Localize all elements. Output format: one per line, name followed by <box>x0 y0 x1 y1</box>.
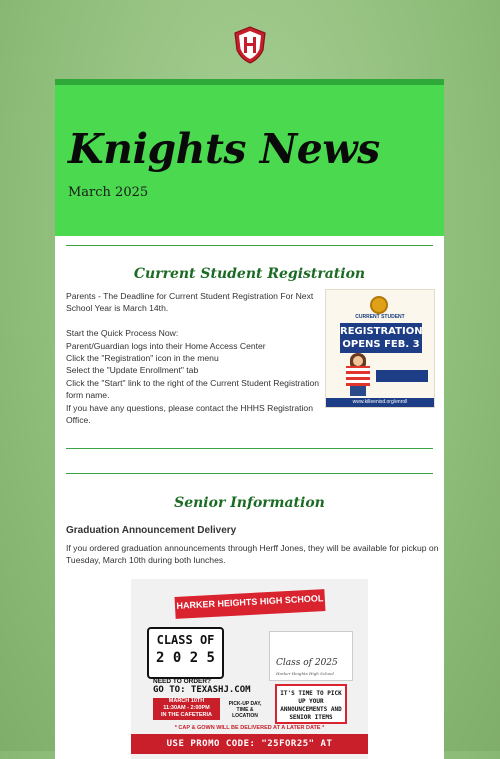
promo-text: USE PROMO CODE: "25FOR25" AT <box>166 739 333 749</box>
newsletter-card <box>55 79 444 759</box>
text-line: Parent/Guardian logs into their Home Access Center <box>66 340 266 351</box>
date-line: IN THE CAFETERIA <box>160 712 213 718</box>
newsletter-title: Knights News <box>68 125 380 173</box>
knight-shield-icon <box>233 26 267 64</box>
date-line: MARCH 10TH <box>168 698 205 704</box>
school-seal-icon <box>370 296 388 314</box>
class-of-label: CLASS OF <box>156 633 215 647</box>
flyer-info-box <box>376 370 428 382</box>
order-site: GO TO: TEXASHJ.COM <box>153 685 251 695</box>
flyer-label: CURRENT STUDENT <box>355 314 405 320</box>
cap-gown-note: * CAP & GOWN WILL BE DELIVERED AT A LATER DATE * <box>174 725 325 731</box>
pickup-notice: IT'S TIME TO PICK UP YOUR ANNOUNCEMENTS AND SENIOR ITEMS <box>275 684 347 724</box>
text-line: If you have any questions, please contact the HHHS Registration <box>66 402 313 413</box>
date-line: 11:30AM - 2:00PM <box>163 705 210 711</box>
text-line: Start the Quick Process Now: <box>66 328 179 339</box>
section-divider <box>66 245 433 246</box>
text-line: Tuesday, March 10th during both lunches. <box>66 555 226 566</box>
newsletter-date: March 2025 <box>68 185 149 200</box>
senior-text <box>66 542 438 567</box>
graduation-flyer-image[interactable] <box>131 579 368 759</box>
graduation-subheading: Graduation Announcement Delivery <box>66 525 237 536</box>
student-face <box>353 356 363 366</box>
pickup-label: PICK-UP DAY, TIME & LOCATION <box>228 701 262 719</box>
flyer-headline <box>340 323 422 353</box>
announcement-photo <box>269 631 353 681</box>
flyer-url: www.killeenisd.org/enroll <box>326 398 434 407</box>
text-line: Click the "Registration" icon in the menu <box>66 353 219 364</box>
section-divider <box>66 473 433 474</box>
text-line <box>66 315 319 327</box>
section-divider <box>66 448 433 449</box>
text-line: School Year is March 14th. <box>66 303 169 314</box>
text-line: form name. <box>66 390 110 401</box>
need-to-order: NEED TO ORDER? <box>153 678 212 685</box>
class-of-box <box>147 627 224 679</box>
senior-section-title: Senior Information <box>174 495 325 511</box>
registration-flyer-image[interactable] <box>325 289 435 408</box>
student-shirt <box>346 366 370 386</box>
flyer-banner-text: HARKER HEIGHTS HIGH SCHOOL <box>176 593 324 611</box>
flyer-line1: REGISTRATION <box>340 326 423 337</box>
text-line: Click the "Start" link to the right of the Current Student Registration <box>66 377 320 388</box>
flyer-line2: OPENS FEB. 3 <box>342 339 420 350</box>
student-legs <box>350 386 366 396</box>
class-year: 2 0 2 5 <box>155 650 215 666</box>
promo-bar <box>131 734 368 754</box>
hero-banner <box>55 85 444 236</box>
registration-section-title: Current Student Registration <box>133 266 366 282</box>
text-line: Select the "Update Enrollment" tab <box>66 365 199 376</box>
flyer-banner <box>175 589 326 619</box>
registration-text <box>66 290 319 426</box>
photo-school-text: Harker Heights High School <box>276 671 334 676</box>
text-line: Office. <box>66 415 91 426</box>
text-line: If you ordered graduation announcements through Herff Jones, they will be available for pickup on <box>66 543 439 553</box>
text-line: Parents - The Deadline for Current Student Registration For Next <box>66 291 314 301</box>
photo-class-text: Class of 2025 <box>276 658 338 668</box>
pickup-date-box <box>153 698 220 720</box>
